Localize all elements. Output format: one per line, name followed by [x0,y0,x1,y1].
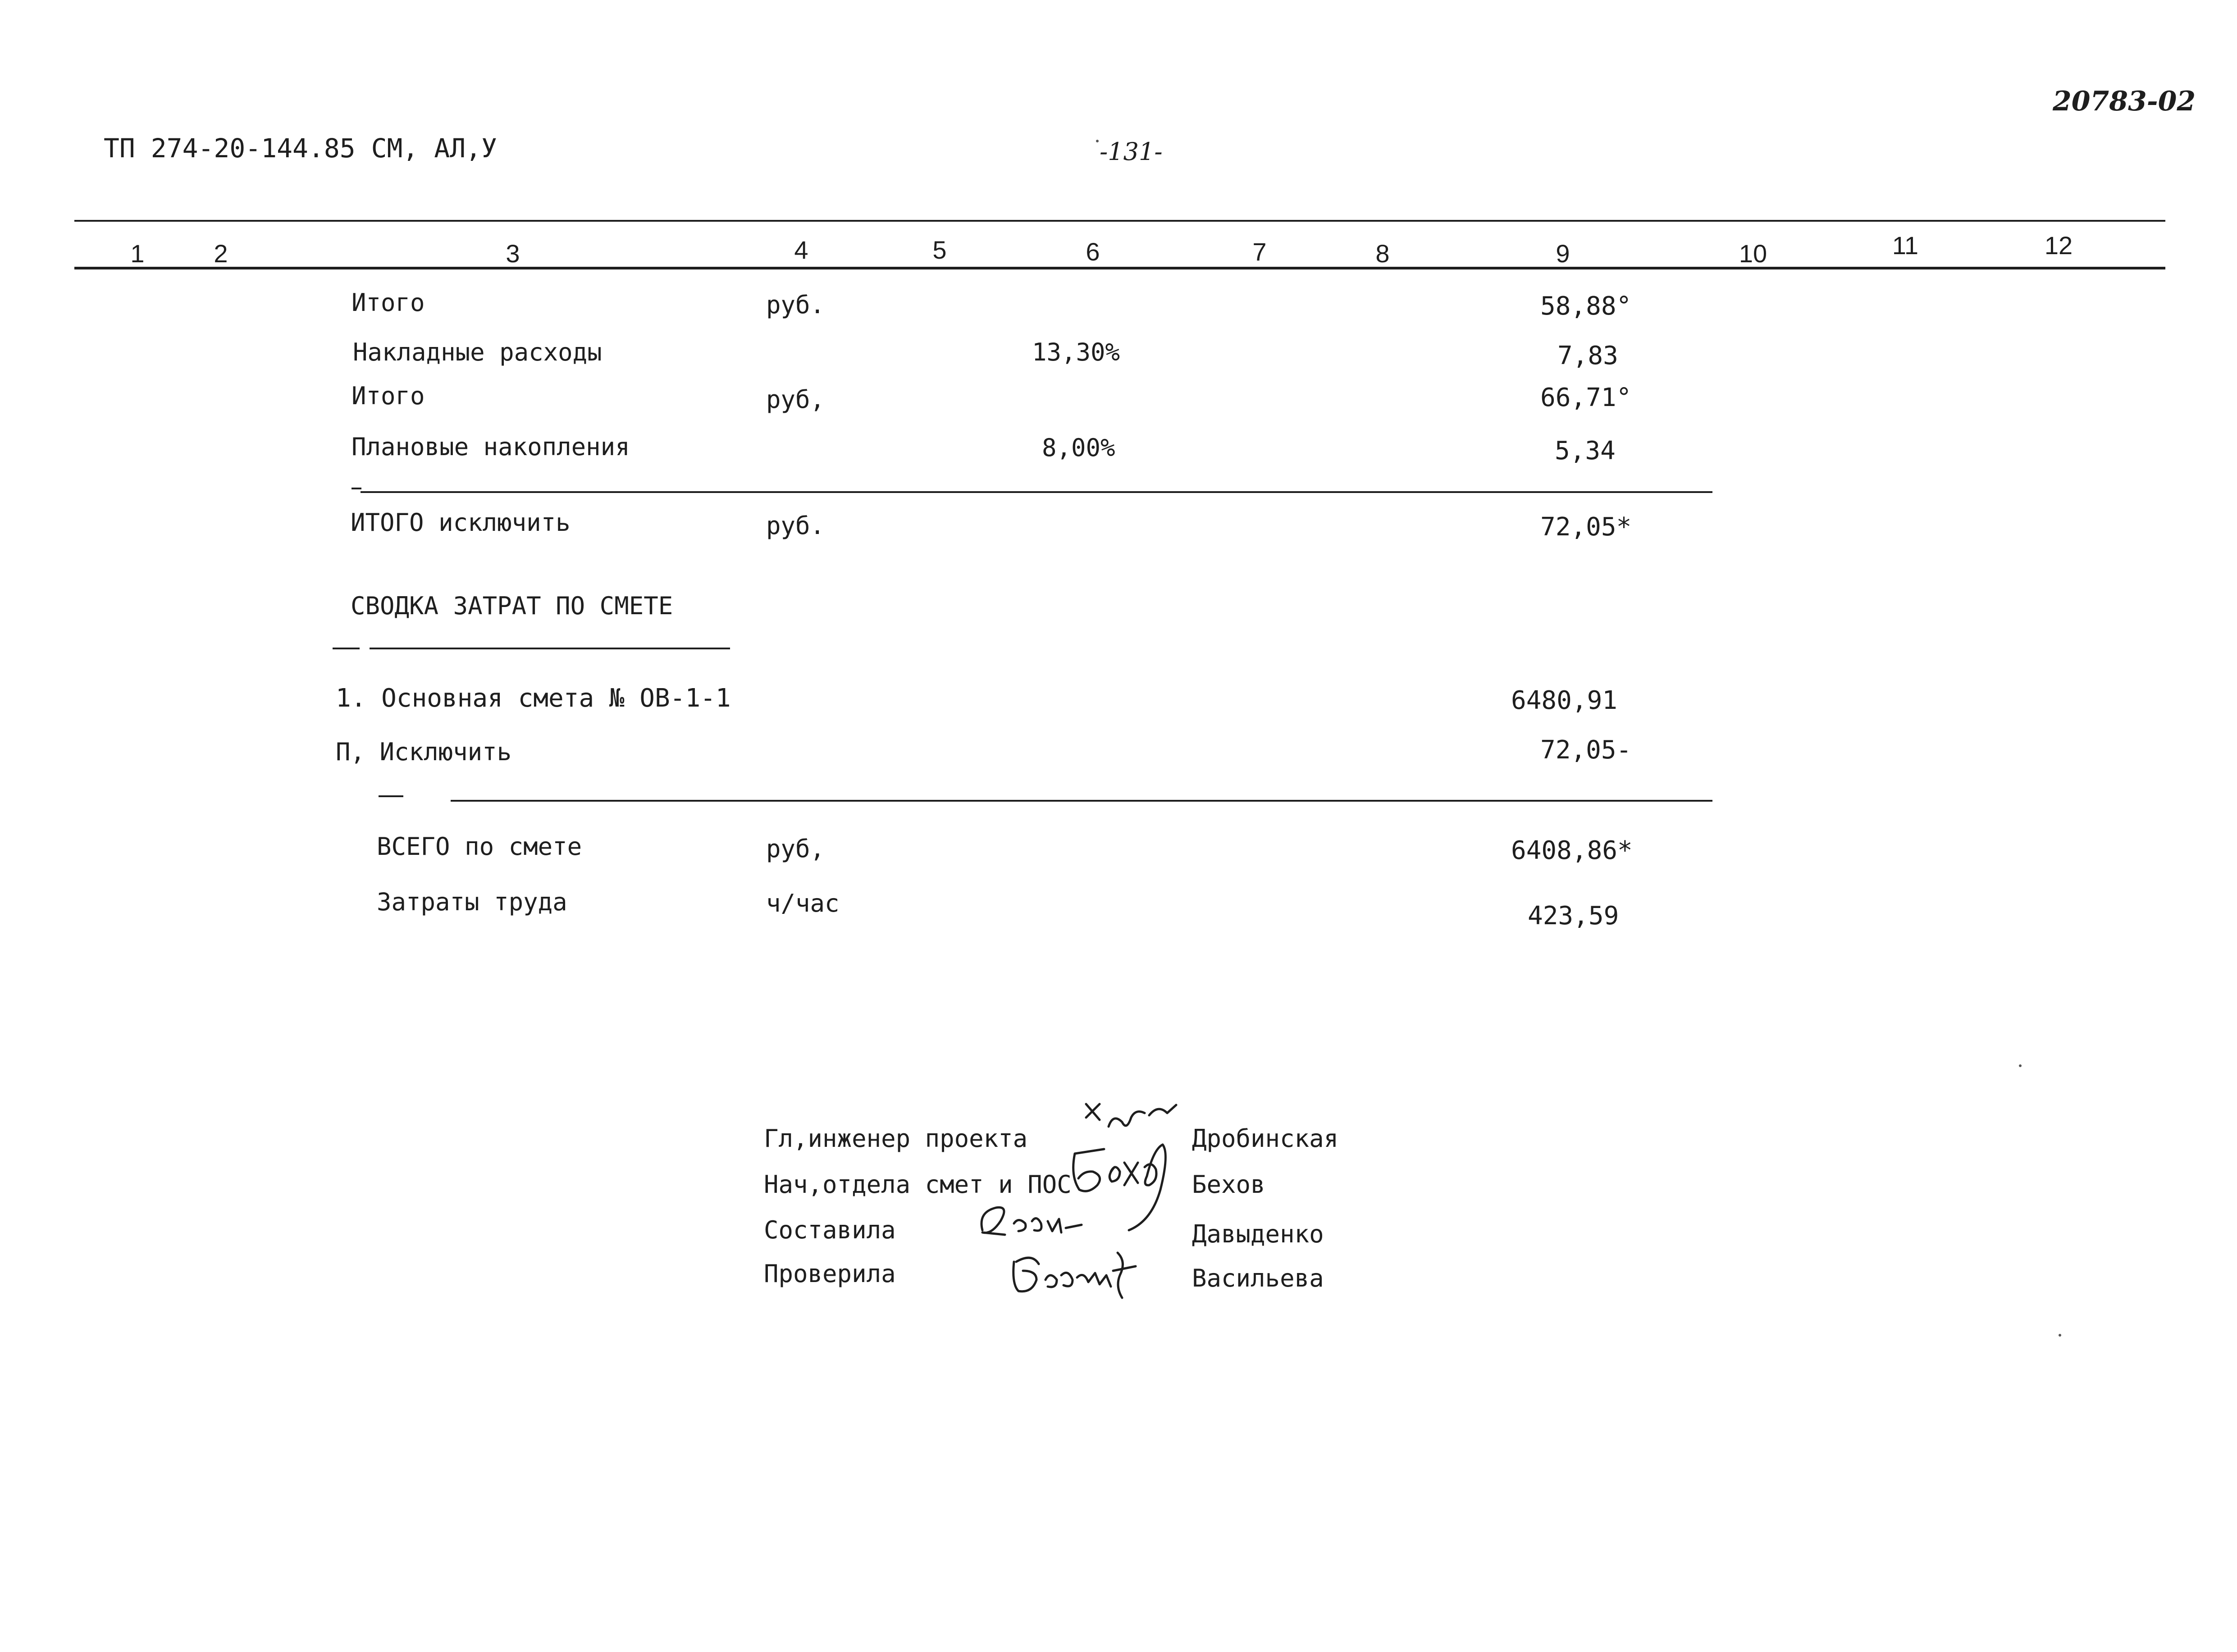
signature-role: Гл,инженер проекта [764,1124,1028,1153]
summary-title-underline [370,648,730,649]
labor-unit: ч/час [766,889,840,917]
grand-total-name: ВСЕГО по смете [377,832,582,861]
grand-total-separator-rule [451,800,1712,802]
column-number: 7 [1252,237,1267,266]
row-value: 72,05* [1540,512,1632,542]
row-rate: 13,30% [1032,338,1120,366]
signature-name: Давыденко [1192,1220,1324,1248]
row-name: ИТОГО исключить [351,508,571,537]
column-number: 2 [214,239,228,268]
signature-name: Бехов [1192,1170,1265,1199]
labor-name: Затраты труда [377,888,567,916]
labor-value: 423,59 [1528,901,1619,931]
summary-item-label: 1. Основная смета № ОВ-1-1 [336,684,731,713]
scan-speck [2019,1064,2022,1067]
rule-tick [379,795,403,797]
row-unit: руб. [766,291,825,319]
total-separator-rule [361,491,1712,493]
archive-number: 20783-02 [2053,86,2196,117]
signature-role: Проверила [764,1260,896,1288]
column-number: 8 [1375,239,1390,268]
summary-item-label: П, Исключить [336,738,512,766]
table-header-top-rule [74,220,2165,222]
column-number: 11 [1892,231,1919,260]
row-name: Итого [352,382,425,410]
column-number: 3 [506,239,520,268]
row-value: 5,34 [1555,436,1616,465]
rule-tick [352,488,361,489]
scan-speck [2059,1334,2061,1337]
row-unit: руб. [766,511,825,540]
row-value: 66,71° [1540,383,1632,412]
column-number: 12 [2044,231,2073,260]
row-value: 7,83 [1557,341,1618,370]
handwritten-signature [973,1199,1091,1248]
column-number: 10 [1739,239,1767,268]
signature-role: Нач,отдела смет и ПОС [764,1170,1072,1199]
column-number: 1 [130,239,145,268]
signature-name: Дробинская [1192,1124,1339,1153]
row-value: 58,88° [1540,292,1632,321]
column-number: 5 [932,236,947,264]
row-unit: руб, [766,385,825,414]
handwritten-signature [1005,1244,1154,1307]
column-number: 9 [1556,239,1570,268]
row-rate: 8,00% [1042,434,1115,462]
column-number: 4 [794,236,808,264]
row-name: Плановые накопления [352,433,630,461]
document-code: ТП 274-20-144.85 СМ, АЛ,У [104,133,497,164]
row-name: Итого [352,288,425,317]
signature-name: Васильева [1192,1264,1324,1292]
summary-title-underline-tick [333,648,360,649]
row-name: Накладные расходы [353,338,602,366]
table-header-bottom-rule [74,267,2165,269]
summary-item-value: 72,05- [1540,735,1632,765]
scan-speck [1096,140,1099,142]
summary-item-value: 6480,91 [1511,686,1618,715]
grand-total-unit: руб, [766,835,825,863]
grand-total-value: 6408,86* [1511,836,1633,865]
page-number: -131- [1100,137,1163,166]
summary-title: СВОДКА ЗАТРАТ ПО СМЕТЕ [351,592,673,620]
column-number: 6 [1086,237,1100,266]
signature-role: Составила [764,1216,896,1244]
